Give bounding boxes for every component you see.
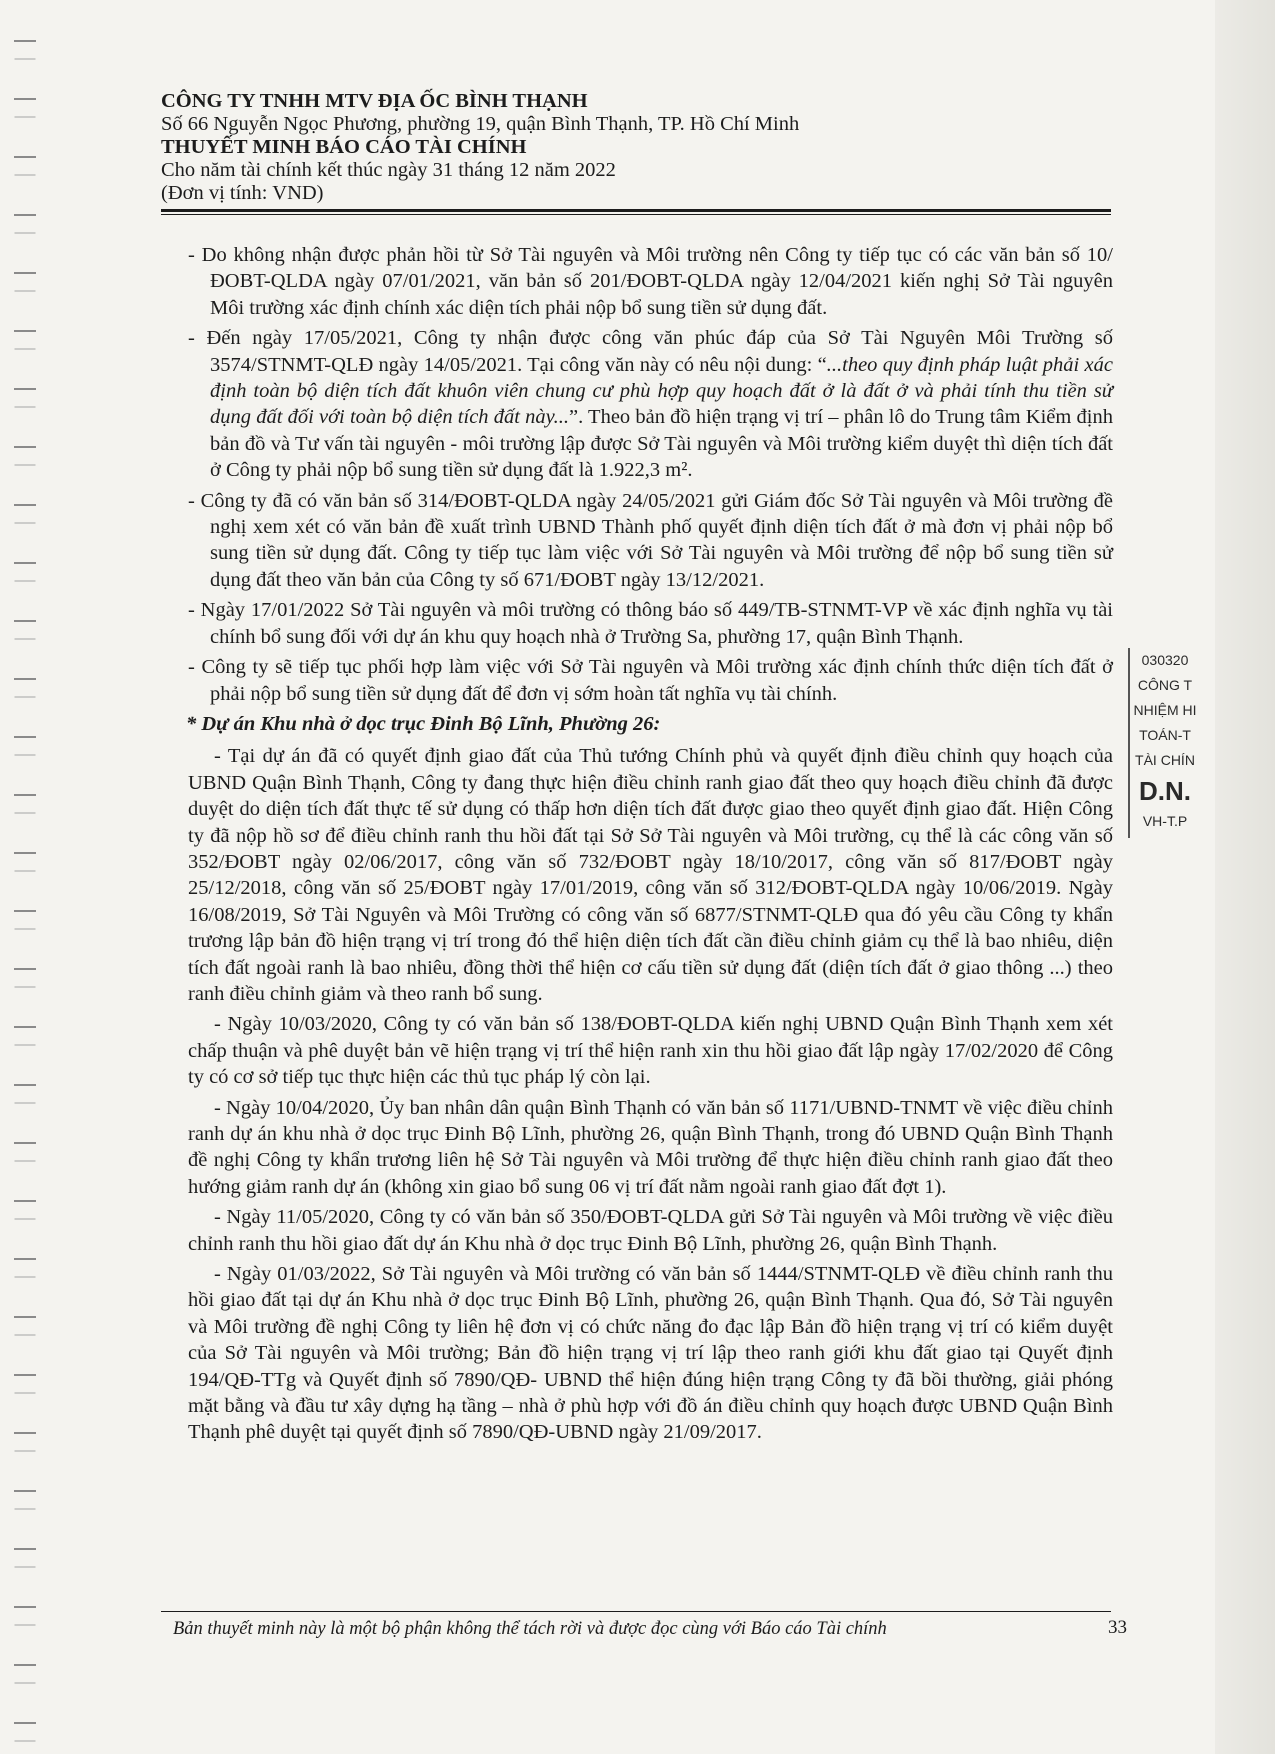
stamp-line: 030320 <box>1141 652 1189 668</box>
page-number: 33 <box>1108 1617 1127 1638</box>
stamp-line: VH-T.P <box>1142 813 1188 829</box>
stamp-line: D.N. <box>1139 776 1191 806</box>
header-rule <box>161 209 1111 212</box>
paragraph: - Do không nhận được phản hồi từ Sở Tài nguyên và Môi trường nên Công ty tiếp tục có các văn bản số 10/ĐOBT-QLDA ngày 07/01/2021, văn bản số 201/ĐOBT-QLDA ngày 12/04/2021 kiến nghị Sở Tài nguyên Môi trường xác định chính xác diện tích phải nộp bổ sung tiền sử dụng đất. <box>188 244 1113 319</box>
stamp-line: CÔNG T <box>1137 677 1193 693</box>
company-address: Số 66 Nguyễn Ngọc Phương, phường 19, quận Bình Thạnh, TP. Hồ Chí Minh <box>161 113 800 135</box>
stamp-line: TOÁN-T <box>1139 727 1191 743</box>
paragraph: - Công ty sẽ tiếp tục phối hợp làm việc với Sở Tài nguyên và Môi trường xác định chính thức diện tích đất ở phải nộp bổ sung tiền sử dụng đất để đơn vị sớm hoàn tất nghĩa vụ tài chính. <box>188 656 1113 705</box>
stamp-line: NHIỆM HI <box>1133 702 1197 718</box>
binding-marks <box>14 40 44 1720</box>
paragraph-lead: - Đến ngày 17/05/2021, Công ty nhận được công văn phúc đáp của Sở Tài Nguyên Môi Trường số 3574/STNMT-QLĐ ngày 14/05/2021. Tại công văn này có nêu nội dung: “ <box>188 327 1113 376</box>
company-name: CÔNG TY TNHH MTV ĐỊA ỐC BÌNH THẠNH <box>161 90 588 112</box>
stamp-line: TÀI CHÍN <box>1135 752 1195 768</box>
document-header <box>161 90 1111 205</box>
paragraph: - Tại dự án đã có quyết định giao đất của Thủ tướng Chính phủ và quyết định điều chỉnh quy hoạch của UBND Quận Bình Thạnh, Công ty đang thực hiện điều chỉnh ranh giao đất theo quy hoạch điều chỉnh đã được duyệt do diện tích đất thực tế sử dụng có thấp hơn diện tích đất được giao theo quyết định giao đất. Hiện Công ty đã nộp hồ sơ để điều chỉnh ranh thu hồi đất tại Sở Sở Tài nguyên và Môi trường, cụ thể là các công văn số 352/ĐOBT ngày 02/06/2017, công văn số 732/ĐOBT ngày 18/10/2017, công văn số 817/ĐOBT ngày 25/12/2018, công văn số 25/ĐOBT ngày 17/01/2019, công văn số 312/ĐOBT-QLDA ngày 10/06/2019. Ngày 16/08/2019, Sở Tài Nguyên và Môi Trường có công văn số 6877/STNMT-QLĐ qua đó yêu cầu Công ty khẩn trương lập bản đồ hiện trạng vị trí trong đó thể hiện diện tích đất cần điều chỉnh giảm cụ thể là bao nhiêu, diện tích đất ngoài ranh là bao nhiêu, đồng thời thể hiện cơ cấu tiền sử dụng đất (diện tích đất ở giao thông ...) theo ranh điều chỉnh giảm và theo ranh bổ sung. <box>188 745 1113 1005</box>
scan-edge-shadow <box>1215 0 1275 1754</box>
paragraph-with-quote <box>188 325 1113 483</box>
header-rule-thin <box>161 214 1111 215</box>
section-heading: * Dự án Khu nhà ở dọc trục Đinh Bộ Lĩnh, Phường 26: <box>186 712 661 735</box>
document-title: THUYẾT MINH BÁO CÁO TÀI CHÍNH <box>161 136 527 158</box>
paragraph: - Ngày 10/03/2020, Công ty có văn bản số 138/ĐOBT-QLDA kiến nghị UBND Quận Bình Thạnh xem xét chấp thuận và phê duyệt bản vẽ hiện trạng vị trí thể hiện ranh xin thu hồi giao đất lập ngày 17/02/2020 để Công ty có cơ sở tiếp tục thực hiện các thủ tục pháp lý còn lại. <box>188 1013 1113 1089</box>
quoted-text: ...theo quy định pháp luật phải xác định toàn bộ diện tích đất khuôn viên chung cư phù hợp quy hoạch đất ở là đất ở và phải tính thu tiền sử dụng đất đối với toàn bộ diện tích đất này... <box>210 353 1113 429</box>
footer-rule <box>161 1611 1111 1612</box>
company-stamp <box>1128 648 1200 838</box>
document-body <box>188 242 1113 1450</box>
paragraph: - Ngày 01/03/2022, Sở Tài nguyên và Môi trường có văn bản số 1444/STNMT-QLĐ về điều chỉnh ranh thu hồi giao đất tại dự án Khu nhà ở dọc trục Đinh Bộ Lĩnh, phường 26, quận Bình Thạnh. Qua đó, Sở Tài nguyên và Môi trường đề nghị Công ty liên hệ đơn vị có chức năng đo đạc lập Bản đồ hiện trạng vị trí có kiểm duyệt của Sở Tài nguyên và Môi trường; Bản đồ hiện trạng vị trí lập theo ranh giới khu đất giao tại Quyết định 194/QĐ-TTg và Quyết định số 7890/QĐ- UBND thể hiện đúng hiện trạng Công ty đã bồi thường, giải phóng mặt bằng và đầu tư xây dựng hạ tầng – nhà ở phù hợp với đồ án điều chỉnh quy hoạch được UBND Quận Bình Thạnh phê duyệt tại quyết định số 7890/QĐ-UBND ngày 21/09/2017. <box>188 1263 1113 1444</box>
paragraph: - Ngày 10/04/2020, Ủy ban nhân dân quận Bình Thạnh có văn bản số 1171/UBND-TNMT về việc điều chỉnh ranh dự án khu nhà ở dọc trục Đinh Bộ Lĩnh, phường 26, quận Bình Thạnh, trong đó UBND Quận Bình Thạnh đề nghị Công ty khẩn trương liên hệ Sở Tài nguyên và Môi trường để thực hiện điều chỉnh ranh giao đất theo hướng giảm ranh dự án (không xin giao bổ sung 06 vị trí đất nằm ngoài ranh giao đất đợt 1). <box>188 1096 1113 1198</box>
paragraph: - Ngày 17/01/2022 Sở Tài nguyên và môi trường có thông báo số 449/TB-STNMT-VP về xác định nghĩa vụ tài chính bổ sung đối với dự án khu quy hoạch nhà ở Trường Sa, phường 17, quận Bình Thạnh. <box>188 599 1113 648</box>
reporting-period: Cho năm tài chính kết thúc ngày 31 tháng 12 năm 2022 <box>161 159 616 181</box>
paragraph: - Ngày 11/05/2020, Công ty có văn bản số 350/ĐOBT-QLDA gửi Sở Tài nguyên và Môi trường về việc điều chỉnh ranh thu hồi giao đất dự án Khu nhà ở dọc trục Đinh Bộ Lĩnh, phường 26, quận Bình Thạnh. <box>188 1206 1113 1255</box>
footer-note: Bản thuyết minh này là một bộ phận không thể tách rời và được đọc cùng với Báo cáo Tài chính <box>173 1619 887 1639</box>
currency-unit: (Đơn vị tính: VND) <box>161 182 324 204</box>
paragraph-tail: ”. Theo bản đồ hiện trạng vị trí – phân lô do Trung tâm Kiểm định bản đồ và Tư vấn tài nguyên - môi trường lập được Sở Tài nguyên và Môi trường kiểm duyệt thì diện tích đất ở Công ty phải nộp bổ sung tiền sử dụng đất là 1.922,3 m². <box>210 406 1113 482</box>
paragraph: - Công ty đã có văn bản số 314/ĐOBT-QLDA ngày 24/05/2021 gửi Giám đốc Sở Tài nguyên và Môi trường đề nghị xem xét có văn bản đề xuất trình UBND Thành phố quyết định diện tích đất ở mà đơn vị phải nộp bổ sung tiền sử dụng đất. Công ty tiếp tục làm việc với Sở Tài nguyên và Môi trường để nộp bổ sung tiền sử dụng đất theo văn bản của Công ty số 671/ĐOBT ngày 13/12/2021. <box>188 489 1113 591</box>
